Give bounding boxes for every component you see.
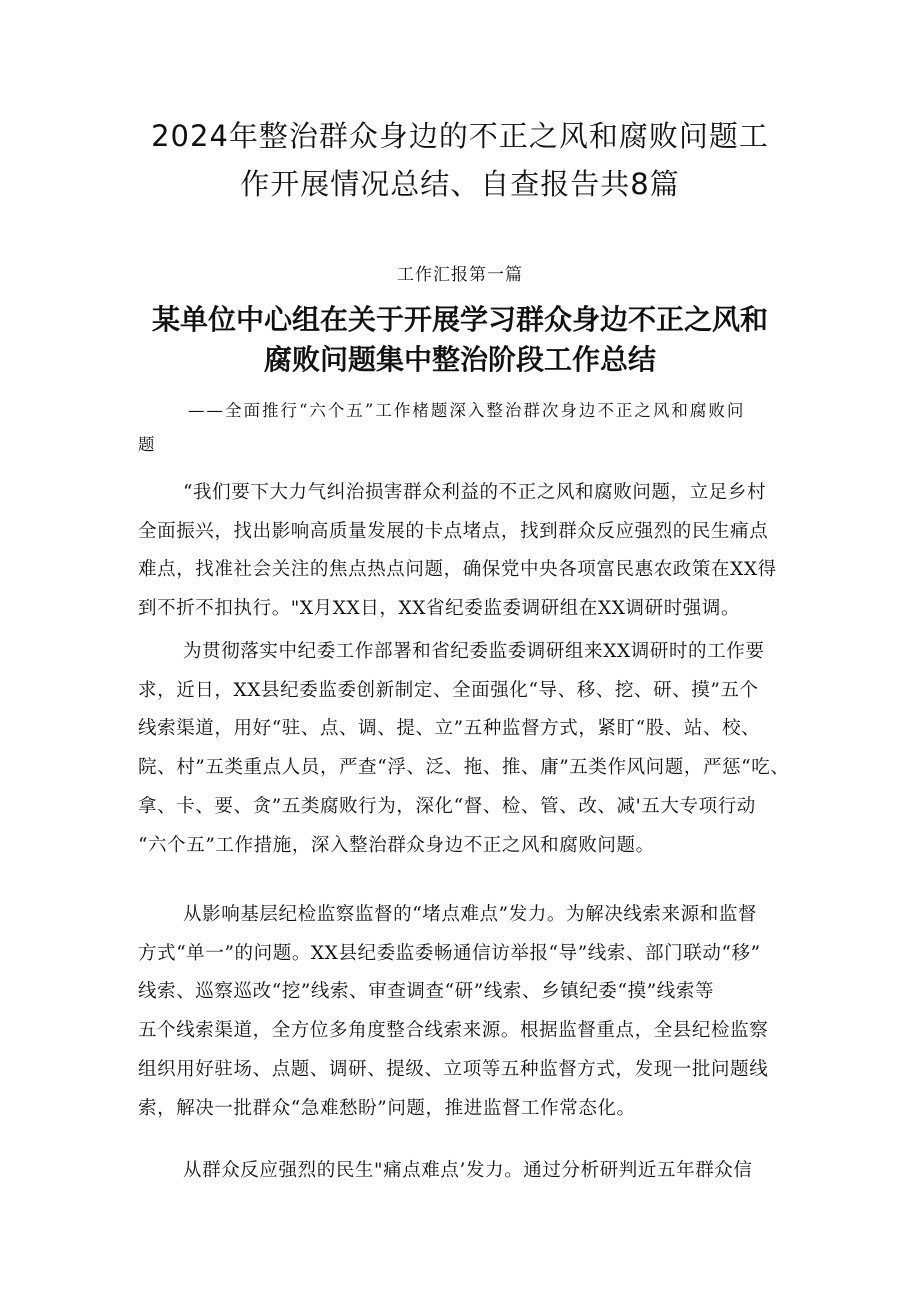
paragraph-line: “我们要下大力气纠治损害群众利益的不正之风和腐败问题，立足乡村 (183, 482, 767, 503)
document-title-line: 2024年整治群众身边的不正之风和腐败问题工 (151, 119, 769, 153)
section-label: 工作汇报第一篇 (397, 265, 523, 285)
paragraph-line: 五个线索渠道，全方位多角度整合线索来源。根据监督重点，全县纪检监察 (138, 1020, 769, 1042)
article-title-line: 某单位中心组在关于开展学习群众身边不正之风和 (151, 303, 768, 336)
paragraph-line: 从影响基层纪检监察监督的“堵点难点”发力。为解决线索来源和监督 (183, 904, 758, 925)
document-title-line: 作开展情况总结、自查报告共8篇 (240, 167, 680, 201)
document-title (60, 112, 860, 208)
paragraph-line: 拿、卡、要、贪”五类腐败行为，深化“督、检、管、改、减'五大专项行动 (138, 795, 756, 817)
article-subtitle-line: ——全面推行“六个五”工作楮题深入整治群次身边不正之风和腐败问 (188, 401, 746, 420)
paragraph-line: 索，解决一批群众“急难愁盼”问题，推进监督工作常态化。 (138, 1097, 636, 1119)
article-subtitle (138, 394, 868, 462)
paragraph-line: 全面振兴，找出影响高质量发展的卡点堵点，找到群众反应强烈的民生痛点 (138, 520, 769, 542)
paragraph-line: “六个五”工作措施，深入整治群众身边不正之风和腐败问题。 (138, 834, 655, 856)
body-paragraph (138, 633, 858, 865)
paragraph-line: 院、村”五类重点人员，严查“浮、泛、拖、推、庸”五类作风问题，严惩“吃、 (138, 757, 790, 779)
article-title-line: 腐败问题集中整治阶段工作总结 (263, 343, 656, 376)
body-paragraph (138, 474, 858, 629)
paragraph-line: 到不折不扣执行。"X月XX日，XX省纪委监委调研组在XX调研时强调。 (138, 598, 741, 620)
article-title (40, 300, 880, 380)
paragraph-line: 为贯彻落实中纪委工作部署和省纪委监委调研组来XX调研时的工作要 (183, 641, 765, 662)
paragraph-line: 从群众反应强烈的民生"痛点难点’发力。通过分析研判近五年群众信 (183, 1160, 753, 1181)
paragraph-line: 组织用好驻场、点题、调研、提级、立项等五种监督方式，发现一批问题线 (138, 1058, 769, 1080)
body-paragraph (138, 1152, 858, 1191)
article-subtitle-line: 题 (138, 435, 157, 454)
paragraph-line: 方式“单一”的问题。XX县纪委监委畅通信访举报“导”线索、部门联动“移” (138, 942, 761, 964)
body-paragraph (138, 896, 858, 1128)
paragraph-line: 难点，找准社会关注的焦点热点问题，确保党中央各项富民惠农政策在XX得 (138, 559, 777, 581)
paragraph-line: 线索、巡察巡改“挖”线索、审查调查“研”线索、乡镇纪委“摸”线索等 (138, 981, 715, 1003)
paragraph-line: 线索渠道，用好“驻、点、调、提、立”五种监督方式，紧盯“股、站、校、 (138, 718, 761, 740)
paragraph-line: 求，近日，XX县纪委监委创新制定、全面强化“导、移、挖、研、摸”五个 (138, 679, 759, 701)
